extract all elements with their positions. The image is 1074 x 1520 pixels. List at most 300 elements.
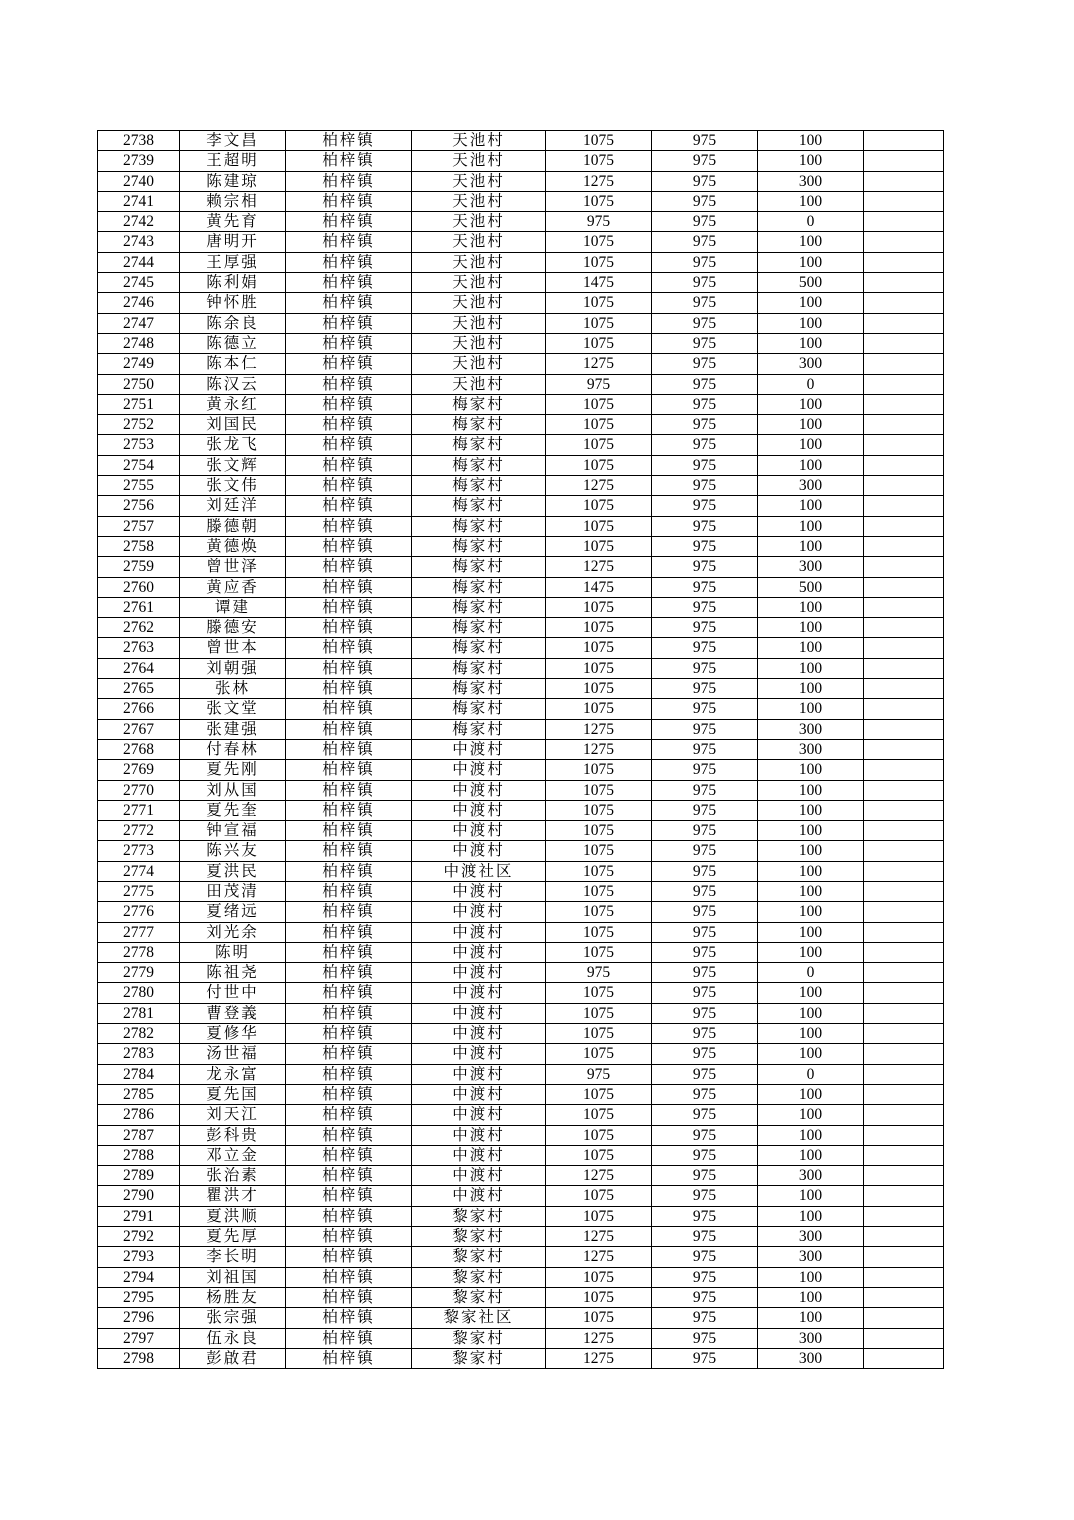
cell-amount-1: 1275 [546, 354, 652, 374]
cell-difference: 300 [758, 1348, 864, 1368]
cell-name: 曾世本 [180, 638, 286, 658]
cell-town: 柏梓镇 [286, 435, 412, 455]
cell-village: 中渡村 [412, 902, 546, 922]
cell-town: 柏梓镇 [286, 1044, 412, 1064]
cell-amount-2: 975 [652, 212, 758, 232]
table-row [98, 313, 944, 333]
table-row [98, 191, 944, 211]
cell-amount-1: 975 [546, 374, 652, 394]
cell-remark [864, 252, 944, 272]
cell-village: 黎家社区 [412, 1308, 546, 1328]
table-row [98, 679, 944, 699]
cell-town: 柏梓镇 [286, 1328, 412, 1348]
cell-village: 中渡村 [412, 739, 546, 759]
cell-amount-1: 1075 [546, 983, 652, 1003]
cell-amount-2: 975 [652, 1145, 758, 1165]
cell-index: 2773 [98, 841, 180, 861]
cell-village: 梅家村 [412, 658, 546, 678]
cell-village: 梅家村 [412, 455, 546, 475]
cell-amount-2: 975 [652, 151, 758, 171]
table-row [98, 942, 944, 962]
cell-name: 张文辉 [180, 455, 286, 475]
cell-village: 天池村 [412, 293, 546, 313]
table-row [98, 1308, 944, 1328]
cell-name: 陈利娟 [180, 273, 286, 293]
cell-remark [864, 476, 944, 496]
cell-amount-1: 1275 [546, 719, 652, 739]
cell-name: 田茂清 [180, 881, 286, 901]
cell-town: 柏梓镇 [286, 1024, 412, 1044]
cell-difference: 100 [758, 699, 864, 719]
cell-difference: 0 [758, 963, 864, 983]
cell-town: 柏梓镇 [286, 881, 412, 901]
cell-amount-1: 1275 [546, 739, 652, 759]
cell-town: 柏梓镇 [286, 861, 412, 881]
cell-amount-2: 975 [652, 131, 758, 151]
table-row [98, 171, 944, 191]
cell-difference: 300 [758, 1227, 864, 1247]
cell-remark [864, 942, 944, 962]
cell-difference: 100 [758, 1206, 864, 1226]
cell-amount-1: 1075 [546, 313, 652, 333]
cell-index: 2785 [98, 1084, 180, 1104]
cell-remark [864, 131, 944, 151]
cell-name: 伍永良 [180, 1328, 286, 1348]
cell-town: 柏梓镇 [286, 780, 412, 800]
cell-difference: 100 [758, 800, 864, 820]
cell-name: 瞿洪才 [180, 1186, 286, 1206]
cell-village: 中渡村 [412, 1084, 546, 1104]
cell-remark [864, 963, 944, 983]
table-row [98, 1024, 944, 1044]
cell-remark [864, 557, 944, 577]
cell-name: 夏先奎 [180, 800, 286, 820]
cell-amount-2: 975 [652, 435, 758, 455]
cell-name: 付世中 [180, 983, 286, 1003]
cell-name: 王厚强 [180, 252, 286, 272]
cell-amount-1: 1075 [546, 1308, 652, 1328]
cell-name: 夏修华 [180, 1024, 286, 1044]
cell-difference: 100 [758, 1044, 864, 1064]
cell-amount-2: 975 [652, 577, 758, 597]
table-row [98, 1247, 944, 1267]
cell-village: 天池村 [412, 333, 546, 353]
cell-town: 柏梓镇 [286, 1227, 412, 1247]
cell-amount-2: 975 [652, 902, 758, 922]
cell-remark [864, 1348, 944, 1368]
cell-amount-1: 1075 [546, 760, 652, 780]
table-row [98, 252, 944, 272]
cell-difference: 100 [758, 942, 864, 962]
cell-village: 天池村 [412, 252, 546, 272]
table-row [98, 496, 944, 516]
cell-remark [864, 983, 944, 1003]
cell-amount-2: 975 [652, 719, 758, 739]
cell-town: 柏梓镇 [286, 313, 412, 333]
cell-amount-1: 1075 [546, 1044, 652, 1064]
table-row [98, 1003, 944, 1023]
cell-index: 2740 [98, 171, 180, 191]
cell-village: 梅家村 [412, 557, 546, 577]
cell-name: 刘天江 [180, 1105, 286, 1125]
cell-village: 梅家村 [412, 394, 546, 414]
table-row [98, 354, 944, 374]
cell-name: 陈明 [180, 942, 286, 962]
table-row [98, 618, 944, 638]
cell-name: 赖宗相 [180, 191, 286, 211]
cell-index: 2760 [98, 577, 180, 597]
cell-remark [864, 1044, 944, 1064]
cell-difference: 100 [758, 638, 864, 658]
cell-remark [864, 151, 944, 171]
cell-village: 梅家村 [412, 476, 546, 496]
cell-difference: 100 [758, 1186, 864, 1206]
cell-village: 中渡村 [412, 780, 546, 800]
cell-town: 柏梓镇 [286, 171, 412, 191]
cell-difference: 100 [758, 516, 864, 536]
cell-index: 2744 [98, 252, 180, 272]
cell-town: 柏梓镇 [286, 800, 412, 820]
cell-village: 天池村 [412, 212, 546, 232]
cell-remark [864, 861, 944, 881]
cell-town: 柏梓镇 [286, 760, 412, 780]
cell-index: 2796 [98, 1308, 180, 1328]
cell-town: 柏梓镇 [286, 476, 412, 496]
cell-difference: 100 [758, 1287, 864, 1307]
cell-amount-2: 975 [652, 455, 758, 475]
table-row [98, 131, 944, 151]
cell-village: 黎家村 [412, 1247, 546, 1267]
cell-remark [864, 1105, 944, 1125]
cell-amount-1: 1075 [546, 942, 652, 962]
cell-difference: 100 [758, 658, 864, 678]
cell-index: 2749 [98, 354, 180, 374]
cell-name: 陈本仁 [180, 354, 286, 374]
cell-amount-2: 975 [652, 739, 758, 759]
cell-index: 2797 [98, 1328, 180, 1348]
cell-village: 中渡村 [412, 983, 546, 1003]
cell-difference: 300 [758, 739, 864, 759]
cell-index: 2782 [98, 1024, 180, 1044]
cell-amount-2: 975 [652, 983, 758, 1003]
table-row [98, 1328, 944, 1348]
cell-index: 2791 [98, 1206, 180, 1226]
cell-amount-1: 1075 [546, 699, 652, 719]
cell-amount-1: 1075 [546, 1145, 652, 1165]
cell-town: 柏梓镇 [286, 1166, 412, 1186]
cell-difference: 100 [758, 293, 864, 313]
cell-village: 天池村 [412, 171, 546, 191]
cell-amount-1: 1275 [546, 557, 652, 577]
cell-village: 中渡村 [412, 841, 546, 861]
cell-name: 黄德焕 [180, 536, 286, 556]
table-row [98, 1227, 944, 1247]
cell-village: 中渡村 [412, 1186, 546, 1206]
cell-remark [864, 800, 944, 820]
cell-amount-1: 1275 [546, 1348, 652, 1368]
cell-remark [864, 273, 944, 293]
cell-amount-2: 975 [652, 394, 758, 414]
cell-remark [864, 354, 944, 374]
cell-amount-2: 975 [652, 536, 758, 556]
cell-index: 2762 [98, 618, 180, 638]
cell-difference: 0 [758, 1064, 864, 1084]
table-row [98, 1267, 944, 1287]
cell-index: 2793 [98, 1247, 180, 1267]
cell-village: 梅家村 [412, 638, 546, 658]
cell-difference: 500 [758, 273, 864, 293]
table-body [98, 131, 944, 1369]
cell-amount-2: 975 [652, 476, 758, 496]
cell-amount-2: 975 [652, 597, 758, 617]
cell-village: 梅家村 [412, 618, 546, 638]
cell-amount-1: 1275 [546, 1227, 652, 1247]
cell-remark [864, 293, 944, 313]
cell-remark [864, 516, 944, 536]
cell-town: 柏梓镇 [286, 516, 412, 536]
table-row [98, 476, 944, 496]
cell-amount-1: 1075 [546, 821, 652, 841]
table-row [98, 1206, 944, 1226]
cell-village: 中渡村 [412, 1024, 546, 1044]
cell-amount-2: 975 [652, 1125, 758, 1145]
cell-index: 2748 [98, 333, 180, 353]
cell-amount-1: 1075 [546, 151, 652, 171]
cell-difference: 300 [758, 1166, 864, 1186]
cell-name: 刘祖国 [180, 1267, 286, 1287]
cell-town: 柏梓镇 [286, 679, 412, 699]
cell-amount-1: 1275 [546, 1166, 652, 1186]
cell-name: 张龙飞 [180, 435, 286, 455]
cell-town: 柏梓镇 [286, 699, 412, 719]
table-row [98, 658, 944, 678]
cell-remark [864, 780, 944, 800]
cell-amount-2: 975 [652, 841, 758, 861]
cell-town: 柏梓镇 [286, 658, 412, 678]
cell-name: 龙永富 [180, 1064, 286, 1084]
cell-village: 黎家村 [412, 1287, 546, 1307]
cell-index: 2746 [98, 293, 180, 313]
cell-amount-1: 1075 [546, 1105, 652, 1125]
cell-name: 钟怀胜 [180, 293, 286, 313]
cell-town: 柏梓镇 [286, 821, 412, 841]
cell-remark [864, 333, 944, 353]
cell-name: 陈余良 [180, 313, 286, 333]
cell-village: 梅家村 [412, 699, 546, 719]
cell-name: 王超明 [180, 151, 286, 171]
table-row [98, 861, 944, 881]
cell-village: 中渡村 [412, 1003, 546, 1023]
cell-index: 2795 [98, 1287, 180, 1307]
cell-town: 柏梓镇 [286, 212, 412, 232]
cell-amount-1: 1075 [546, 191, 652, 211]
cell-amount-2: 975 [652, 354, 758, 374]
cell-remark [864, 719, 944, 739]
cell-index: 2761 [98, 597, 180, 617]
cell-index: 2787 [98, 1125, 180, 1145]
cell-index: 2784 [98, 1064, 180, 1084]
cell-village: 天池村 [412, 354, 546, 374]
cell-amount-2: 975 [652, 658, 758, 678]
cell-amount-2: 975 [652, 881, 758, 901]
cell-difference: 100 [758, 232, 864, 252]
cell-town: 柏梓镇 [286, 1105, 412, 1125]
cell-index: 2788 [98, 1145, 180, 1165]
cell-difference: 100 [758, 131, 864, 151]
cell-difference: 100 [758, 1267, 864, 1287]
cell-name: 夏洪顺 [180, 1206, 286, 1226]
cell-remark [864, 1206, 944, 1226]
cell-town: 柏梓镇 [286, 333, 412, 353]
cell-remark [864, 435, 944, 455]
cell-amount-1: 1075 [546, 618, 652, 638]
cell-name: 张治素 [180, 1166, 286, 1186]
cell-name: 陈祖尧 [180, 963, 286, 983]
cell-amount-1: 1075 [546, 638, 652, 658]
cell-town: 柏梓镇 [286, 1064, 412, 1084]
cell-name: 钟宣福 [180, 821, 286, 841]
table-row [98, 1125, 944, 1145]
cell-remark [864, 1186, 944, 1206]
cell-amount-1: 1075 [546, 293, 652, 313]
cell-name: 张林 [180, 679, 286, 699]
cell-amount-1: 1075 [546, 922, 652, 942]
cell-town: 柏梓镇 [286, 354, 412, 374]
cell-index: 2794 [98, 1267, 180, 1287]
cell-name: 黄永红 [180, 394, 286, 414]
cell-remark [864, 1064, 944, 1084]
cell-name: 汤世福 [180, 1044, 286, 1064]
cell-amount-1: 975 [546, 963, 652, 983]
cell-town: 柏梓镇 [286, 394, 412, 414]
cell-village: 中渡村 [412, 1044, 546, 1064]
cell-amount-1: 1275 [546, 476, 652, 496]
table-row [98, 415, 944, 435]
cell-amount-1: 1075 [546, 1206, 652, 1226]
cell-town: 柏梓镇 [286, 151, 412, 171]
cell-town: 柏梓镇 [286, 1287, 412, 1307]
cell-amount-2: 975 [652, 1247, 758, 1267]
cell-remark [864, 679, 944, 699]
cell-difference: 300 [758, 171, 864, 191]
cell-amount-2: 975 [652, 1064, 758, 1084]
cell-amount-1: 1075 [546, 841, 652, 861]
cell-amount-1: 1075 [546, 780, 652, 800]
cell-amount-1: 1075 [546, 232, 652, 252]
table-row [98, 739, 944, 759]
cell-amount-2: 975 [652, 252, 758, 272]
cell-amount-2: 975 [652, 1105, 758, 1125]
cell-difference: 100 [758, 1145, 864, 1165]
cell-difference: 100 [758, 313, 864, 333]
cell-village: 中渡村 [412, 881, 546, 901]
cell-difference: 100 [758, 1308, 864, 1328]
cell-difference: 0 [758, 212, 864, 232]
table-row [98, 232, 944, 252]
cell-index: 2792 [98, 1227, 180, 1247]
cell-amount-2: 975 [652, 760, 758, 780]
cell-amount-2: 975 [652, 415, 758, 435]
cell-remark [864, 1003, 944, 1023]
cell-name: 张宗强 [180, 1308, 286, 1328]
table-row [98, 597, 944, 617]
cell-difference: 100 [758, 618, 864, 638]
cell-remark [864, 1308, 944, 1328]
cell-amount-2: 975 [652, 861, 758, 881]
cell-index: 2767 [98, 719, 180, 739]
cell-town: 柏梓镇 [286, 496, 412, 516]
cell-remark [864, 902, 944, 922]
cell-amount-2: 975 [652, 171, 758, 191]
cell-name: 刘从国 [180, 780, 286, 800]
table-row [98, 1084, 944, 1104]
cell-name: 杨胜友 [180, 1287, 286, 1307]
cell-difference: 100 [758, 1125, 864, 1145]
cell-village: 梅家村 [412, 577, 546, 597]
cell-remark [864, 597, 944, 617]
cell-village: 黎家村 [412, 1267, 546, 1287]
table-row [98, 963, 944, 983]
cell-village: 梅家村 [412, 679, 546, 699]
cell-amount-2: 975 [652, 1227, 758, 1247]
cell-amount-1: 1075 [546, 597, 652, 617]
cell-village: 中渡村 [412, 821, 546, 841]
cell-index: 2780 [98, 983, 180, 1003]
table-row [98, 1064, 944, 1084]
table-row [98, 1044, 944, 1064]
cell-difference: 100 [758, 780, 864, 800]
cell-name: 李长明 [180, 1247, 286, 1267]
cell-village: 中渡村 [412, 1166, 546, 1186]
cell-remark [864, 496, 944, 516]
cell-difference: 500 [758, 577, 864, 597]
cell-difference: 300 [758, 557, 864, 577]
cell-difference: 100 [758, 496, 864, 516]
cell-remark [864, 881, 944, 901]
cell-difference: 100 [758, 1003, 864, 1023]
cell-difference: 100 [758, 415, 864, 435]
cell-village: 梅家村 [412, 536, 546, 556]
table-row [98, 760, 944, 780]
cell-index: 2764 [98, 658, 180, 678]
cell-amount-2: 975 [652, 1024, 758, 1044]
cell-index: 2765 [98, 679, 180, 699]
cell-remark [864, 658, 944, 678]
cell-index: 2756 [98, 496, 180, 516]
cell-remark [864, 1247, 944, 1267]
cell-amount-1: 1075 [546, 1024, 652, 1044]
cell-difference: 100 [758, 191, 864, 211]
cell-remark [864, 455, 944, 475]
cell-difference: 100 [758, 455, 864, 475]
cell-name: 夏先厚 [180, 1227, 286, 1247]
cell-remark [864, 212, 944, 232]
cell-remark [864, 1125, 944, 1145]
table-row [98, 374, 944, 394]
cell-difference: 100 [758, 597, 864, 617]
cell-town: 柏梓镇 [286, 374, 412, 394]
cell-amount-2: 975 [652, 374, 758, 394]
table-row [98, 293, 944, 313]
cell-amount-2: 975 [652, 557, 758, 577]
cell-amount-2: 975 [652, 942, 758, 962]
cell-town: 柏梓镇 [286, 557, 412, 577]
cell-difference: 100 [758, 983, 864, 1003]
cell-index: 2774 [98, 861, 180, 881]
cell-village: 中渡村 [412, 760, 546, 780]
cell-index: 2745 [98, 273, 180, 293]
cell-amount-1: 1075 [546, 1287, 652, 1307]
